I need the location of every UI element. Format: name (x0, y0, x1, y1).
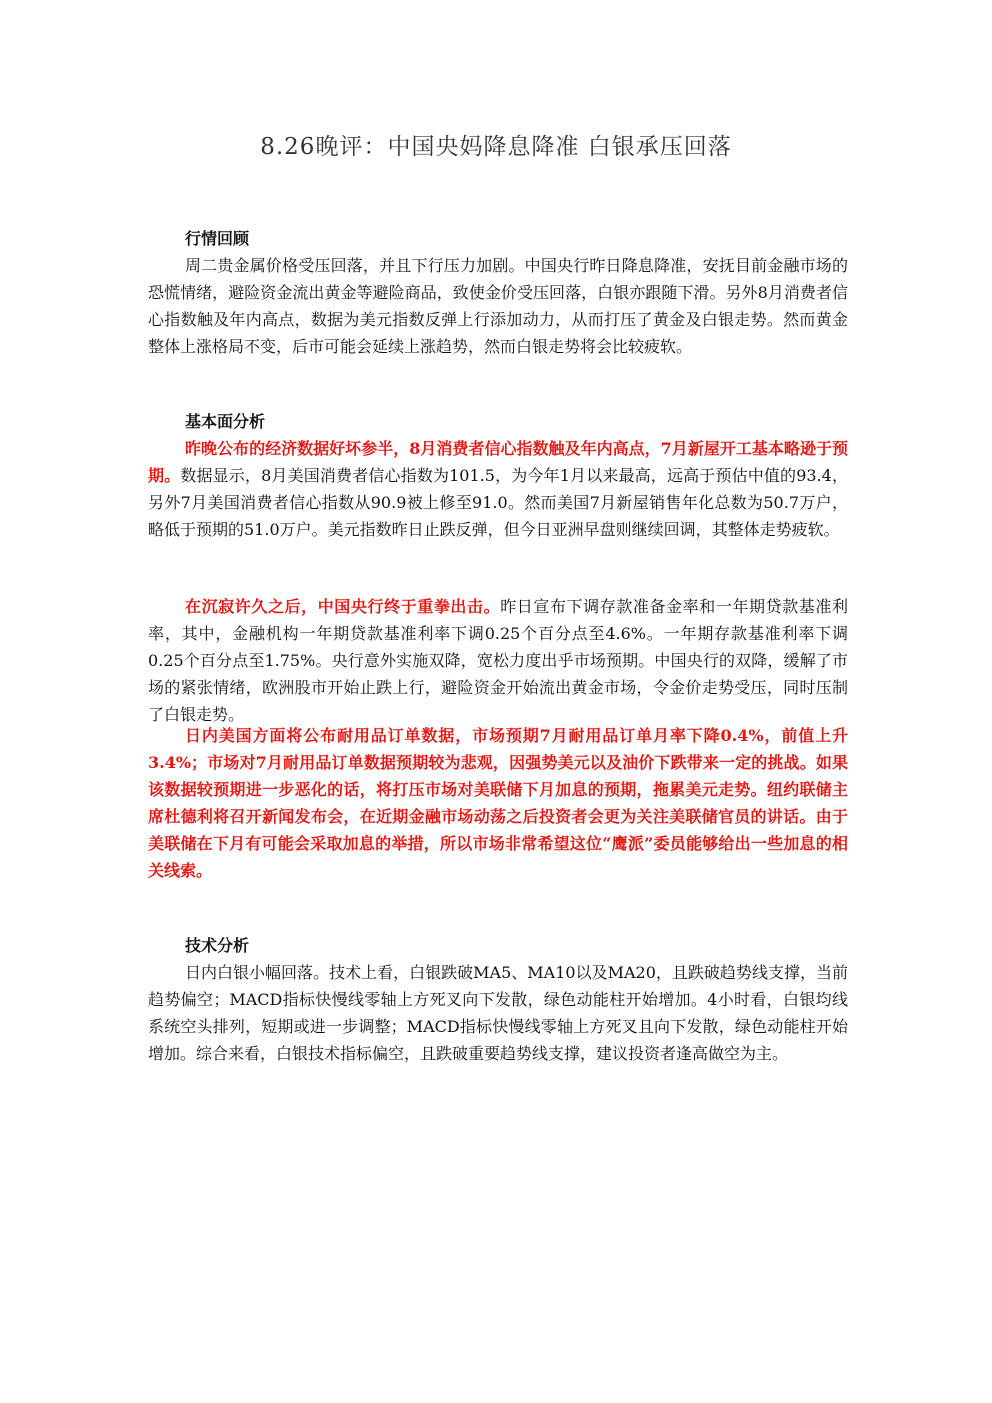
section-technical (148, 932, 848, 1067)
section-heading: 行情回顾 (185, 229, 250, 248)
highlight-text: 昨晚公布的经济数据好坏参半，8月消费者信心指数触及年内高点，7月新屋开工基本略逊于预期。 (148, 439, 848, 485)
paragraph: 周二贵金属价格受压回落，并且下行压力加剧。中国央行昨日降息降准，安抚目前金融市场的恐慌情绪，避险资金流出黄金等避险商品，致使金价受压回落，白银亦跟随下滑。另外8月消费者信心指数触及年内高点，数据为美元指数反弹上行添加动力，从而打压了黄金及白银走势。然而黄金整体上涨格局不变，后市可能会延续上涨趋势，然而白银走势将会比较疲软。 (148, 256, 848, 356)
highlight-text: 在沉寂许久之后，中国央行终于重拳出击。 (185, 597, 501, 616)
paragraph (148, 593, 848, 728)
section-heading: 基本面分析 (185, 412, 266, 431)
section-heading: 技术分析 (185, 936, 250, 955)
paragraph: 日内白银小幅回落。技术上看，白银跌破MA5、MA10以及MA20，且跌破趋势线支撑，当前趋势偏空；MACD指标快慢线零轴上方死叉向下发散，绿色动能柱开始增加。4小时看，白银均线系统空头排列，短期或进一步调整；MACD指标快慢线零轴上方死叉且向下发散，绿色动能柱开始增加。综合来看，白银技术指标偏空，且跌破重要趋势线支撑，建议投资者逢高做空为主。 (148, 963, 848, 1063)
paragraph-text: 数据显示，8月美国消费者信心指数为101.5，为今年1月以来最高，远高于预估中值的93.4，另外7月美国消费者信心指数从90.9被上修至91.0。然而美国7月新屋销售年化总数为50.7万户，略低于预期的51.0万户。美元指数昨日止跌反弹，但今日亚洲早盘则继续回调，其整体走势疲软。 (148, 466, 848, 539)
section-fundamental (148, 408, 848, 543)
paragraph (148, 435, 848, 543)
paragraph-text: 昨日宣布下调存款准备金率和一年期贷款基准利率，其中，金融机构一年期贷款基准利率下调0.25个百分点至4.6%。一年期存款基准利率下调0.25个百分点至1.75%。央行意外实施双降，宽松力度出乎市场预期。中国央行的双降，缓解了市场的紧张情绪，欧洲股市开始止跌上行，避险资金开始流出黄金市场，令金价走势受压，同时压制了白银走势。 (148, 597, 848, 724)
section-fundamental-outlook (148, 722, 848, 884)
page-title: 8.26晚评：中国央妈降息降准 白银承压回落 (260, 134, 732, 160)
section-fundamental-cont (148, 593, 848, 728)
section-market-review (148, 225, 848, 360)
highlight-paragraph: 日内美国方面将公布耐用品订单数据，市场预期7月耐用品订单月率下降0.4%，前值上升3.4%；市场对7月耐用品订单数据预期较为悲观，因强势美元以及油价下跌带来一定的挑战。如果该数据较预期进一步恶化的话，将打压市场对美联储下月加息的预期，拖累美元走势。纽约联储主席杜德利将召开新闻发布会，在近期金融市场动荡之后投资者会更为关注美联储官员的讲话。由于美联储在下月有可能会采取加息的举措，所以市场非常希望这位“鹰派”委员能够给出一些加息的相关线索。 (148, 726, 848, 880)
